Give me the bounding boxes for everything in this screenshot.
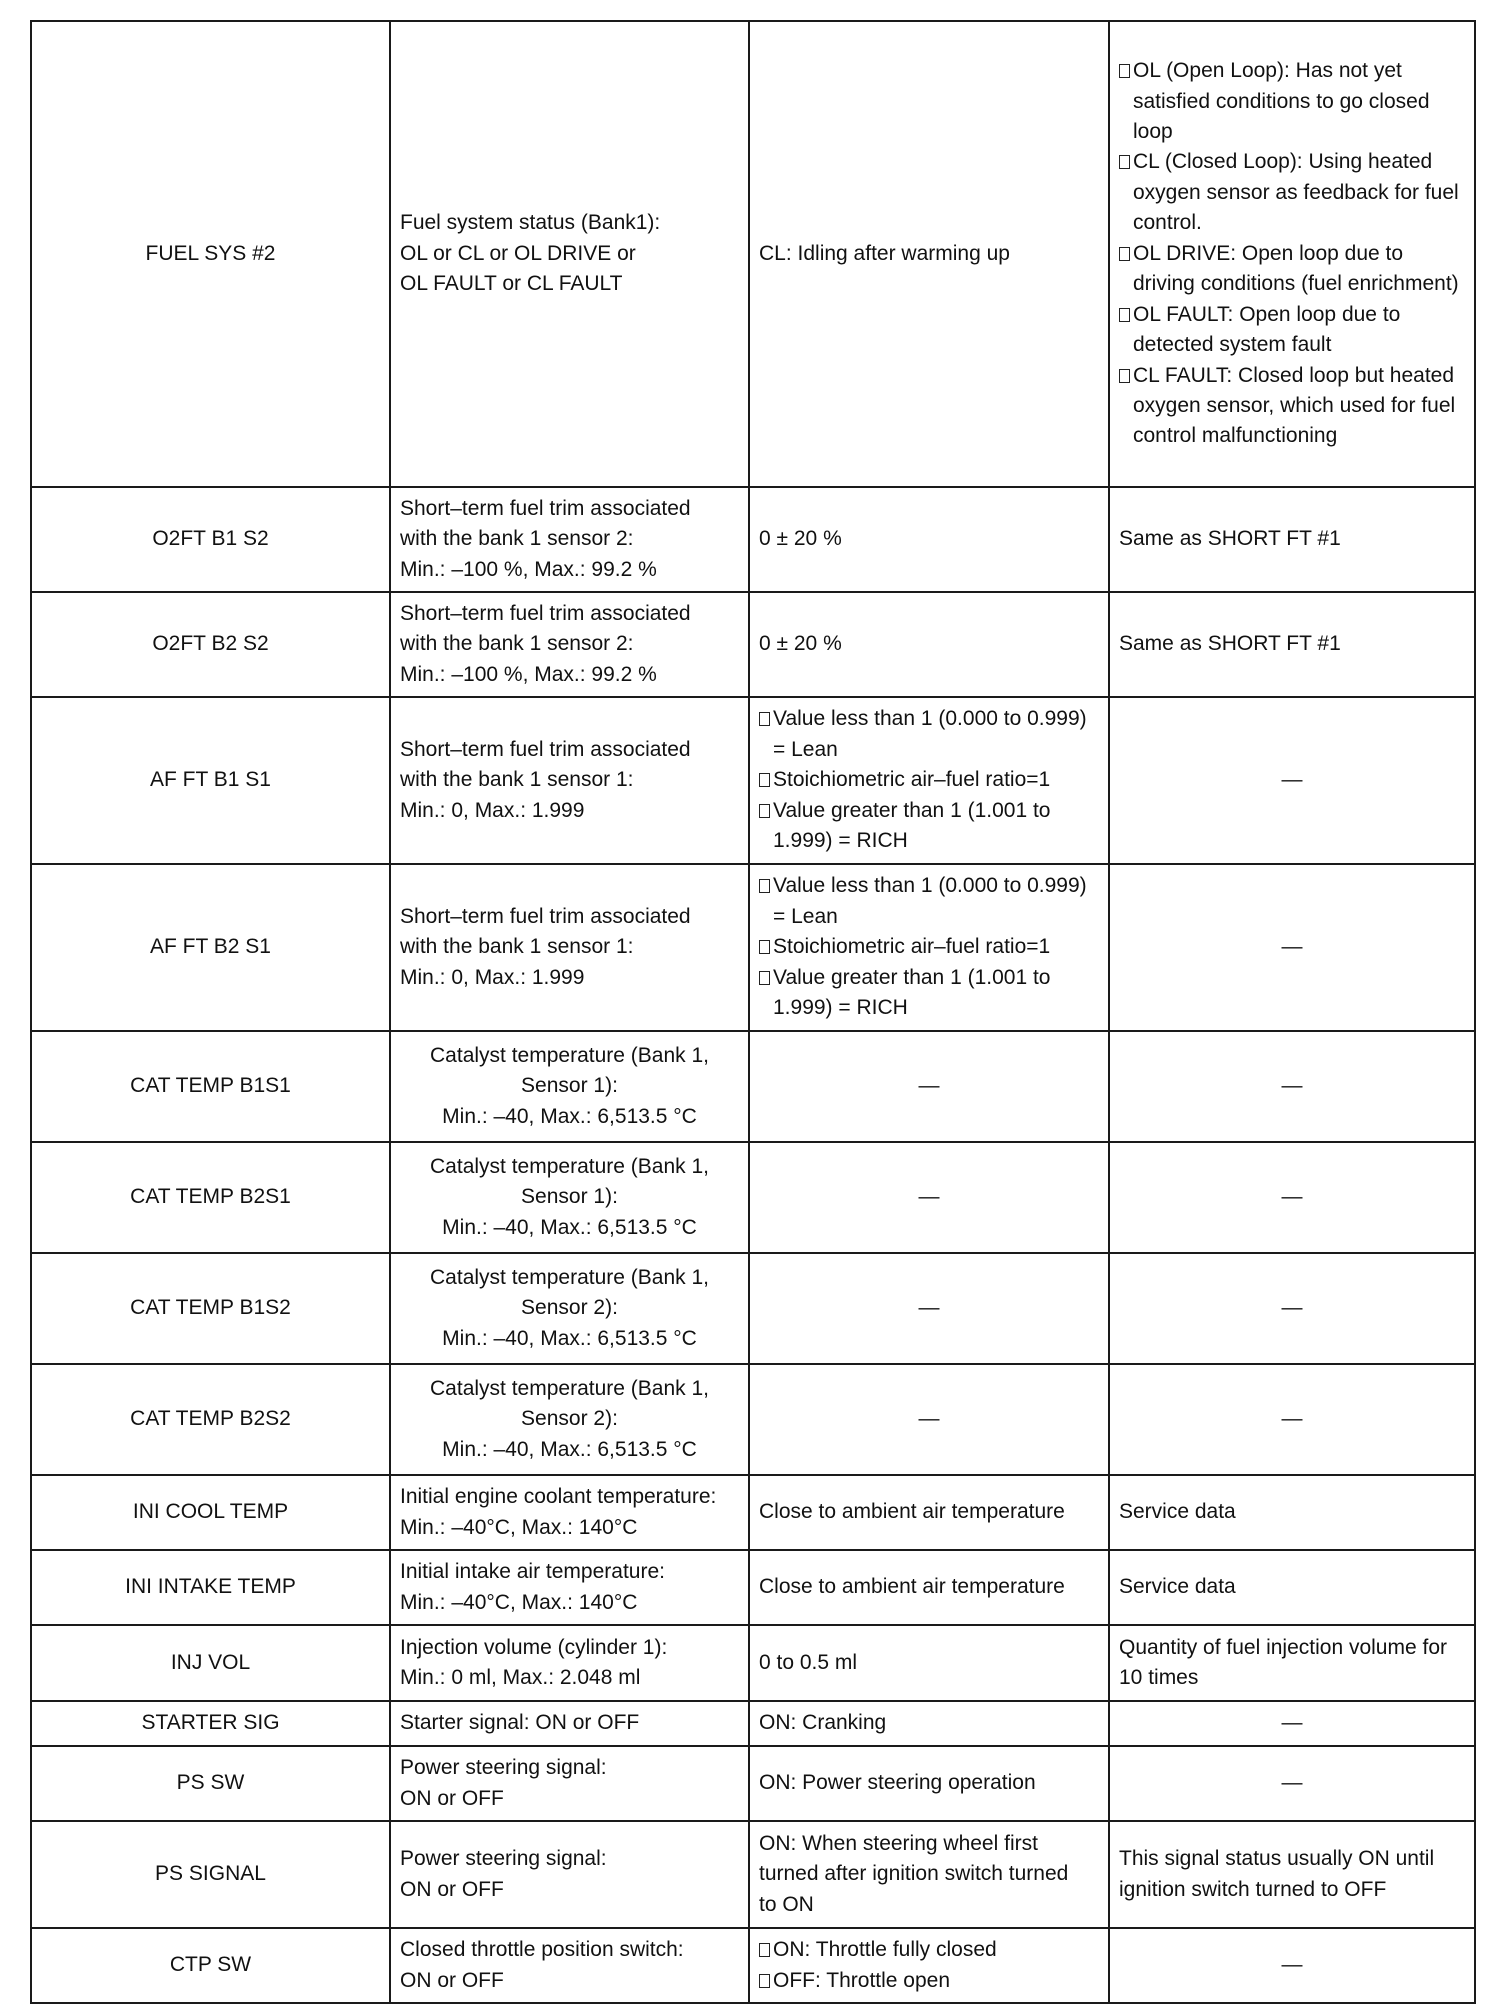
condition-cell: Initial intake air temperature: Min.: –40°C, Max.: 140°C <box>390 1550 749 1625</box>
condition-cell: Power steering signal: ON or OFF <box>390 1821 749 1928</box>
item-name-cell: INI COOL TEMP <box>31 1475 390 1550</box>
item-name-cell: CAT TEMP B2S1 <box>31 1142 390 1253</box>
item-name-cell: CTP SW <box>31 1928 390 2003</box>
normal-condition-cell: ON: Power steering operation <box>749 1746 1109 1821</box>
normal-condition-cell: ON: When steering wheel first turned after ignition switch turned to ON <box>749 1821 1109 1928</box>
item-name-cell: INI INTAKE TEMP <box>31 1550 390 1625</box>
table-row <box>31 1142 1475 1253</box>
table-row <box>31 21 1475 487</box>
item-name-cell: STARTER SIG <box>31 1701 390 1746</box>
notes-cell: Service data <box>1109 1550 1475 1625</box>
item-name-cell: AF FT B1 S1 <box>31 697 390 864</box>
normal-condition-cell <box>749 864 1109 1031</box>
table-row <box>31 1364 1475 1475</box>
bullet-item: OL (Open Loop): Has not yet satisfied conditions to go closed loop <box>1119 56 1465 147</box>
bullet-item: OL FAULT: Open loop due to detected system fault <box>1119 300 1465 361</box>
bullet-item: Value greater than 1 (1.001 to 1.999) = RICH <box>759 796 1099 857</box>
item-name-cell: PS SW <box>31 1746 390 1821</box>
item-name-cell: CAT TEMP B2S2 <box>31 1364 390 1475</box>
notes-cell <box>1109 21 1475 487</box>
normal-condition-cell: 0 ± 20 % <box>749 592 1109 697</box>
condition-cell: Starter signal: ON or OFF <box>390 1701 749 1746</box>
item-name-cell: CAT TEMP B1S1 <box>31 1031 390 1142</box>
item-name-cell: FUEL SYS #2 <box>31 21 390 487</box>
item-name-cell: CAT TEMP B1S2 <box>31 1253 390 1364</box>
bullet-item: Value less than 1 (0.000 to 0.999) = Lean <box>759 871 1099 932</box>
bullet-item: Stoichiometric air–fuel ratio=1 <box>759 932 1099 962</box>
normal-condition-cell: ON: Cranking <box>749 1701 1109 1746</box>
bullet-item: OFF: Throttle open <box>759 1966 1099 1996</box>
table-row <box>31 1625 1475 1701</box>
condition-cell: Closed throttle position switch: ON or OFF <box>390 1928 749 2003</box>
normal-condition-cell: — <box>749 1031 1109 1142</box>
normal-condition-cell: — <box>749 1364 1109 1475</box>
notes-cell: Same as SHORT FT #1 <box>1109 487 1475 592</box>
bullet-item: ON: Throttle fully closed <box>759 1935 1099 1965</box>
bullet-item: Value greater than 1 (1.001 to 1.999) = RICH <box>759 963 1099 1024</box>
notes-cell: — <box>1109 697 1475 864</box>
normal-condition-cell: — <box>749 1253 1109 1364</box>
table-row <box>31 1746 1475 1821</box>
item-name-cell: INJ VOL <box>31 1625 390 1701</box>
diagnostic-data-table <box>30 20 1476 2004</box>
bullet-item: Stoichiometric air–fuel ratio=1 <box>759 765 1099 795</box>
item-name-cell: O2FT B1 S2 <box>31 487 390 592</box>
notes-cell: Service data <box>1109 1475 1475 1550</box>
condition-cell: Fuel system status (Bank1): OL or CL or OL DRIVE or OL FAULT or CL FAULT <box>390 21 749 487</box>
normal-condition-cell: Close to ambient air temperature <box>749 1475 1109 1550</box>
condition-cell: Initial engine coolant temperature: Min.: –40°C, Max.: 140°C <box>390 1475 749 1550</box>
notes-cell: — <box>1109 1701 1475 1746</box>
table-row <box>31 487 1475 592</box>
table-row <box>31 1821 1475 1928</box>
normal-condition-cell <box>749 1928 1109 2003</box>
notes-cell: — <box>1109 1142 1475 1253</box>
table-row <box>31 1031 1475 1142</box>
normal-condition-cell: 0 ± 20 % <box>749 487 1109 592</box>
normal-condition-cell <box>749 697 1109 864</box>
bullet-item: CL (Closed Loop): Using heated oxygen sensor as feedback for fuel control. <box>1119 147 1465 238</box>
condition-cell: Short–term fuel trim associated with the bank 1 sensor 2: Min.: –100 %, Max.: 99.2 % <box>390 592 749 697</box>
table-row <box>31 697 1475 864</box>
table-row <box>31 1550 1475 1625</box>
table-row <box>31 1928 1475 2003</box>
condition-cell: Short–term fuel trim associated with the bank 1 sensor 2: Min.: –100 %, Max.: 99.2 % <box>390 487 749 592</box>
condition-cell: Catalyst temperature (Bank 1, Sensor 1): Min.: –40, Max.: 6,513.5 °C <box>390 1031 749 1142</box>
notes-cell: Same as SHORT FT #1 <box>1109 592 1475 697</box>
notes-cell: — <box>1109 1253 1475 1364</box>
condition-cell: Short–term fuel trim associated with the bank 1 sensor 1: Min.: 0, Max.: 1.999 <box>390 697 749 864</box>
table-row <box>31 1475 1475 1550</box>
condition-cell: Catalyst temperature (Bank 1, Sensor 1): Min.: –40, Max.: 6,513.5 °C <box>390 1142 749 1253</box>
table-row <box>31 864 1475 1031</box>
table-row <box>31 1701 1475 1746</box>
condition-cell: Power steering signal: ON or OFF <box>390 1746 749 1821</box>
condition-cell: Injection volume (cylinder 1): Min.: 0 ml, Max.: 2.048 ml <box>390 1625 749 1701</box>
condition-cell: Catalyst temperature (Bank 1, Sensor 2): Min.: –40, Max.: 6,513.5 °C <box>390 1364 749 1475</box>
table-row <box>31 592 1475 697</box>
notes-cell: — <box>1109 1031 1475 1142</box>
condition-cell: Catalyst temperature (Bank 1, Sensor 2): Min.: –40, Max.: 6,513.5 °C <box>390 1253 749 1364</box>
item-name-cell: PS SIGNAL <box>31 1821 390 1928</box>
item-name-cell: O2FT B2 S2 <box>31 592 390 697</box>
table-row <box>31 1253 1475 1364</box>
notes-cell: — <box>1109 864 1475 1031</box>
condition-cell: Short–term fuel trim associated with the bank 1 sensor 1: Min.: 0, Max.: 1.999 <box>390 864 749 1031</box>
normal-condition-cell: — <box>749 1142 1109 1253</box>
bullet-item: OL DRIVE: Open loop due to driving conditions (fuel enrichment) <box>1119 239 1465 300</box>
notes-cell: — <box>1109 1928 1475 2003</box>
normal-condition-cell: CL: Idling after warming up <box>749 21 1109 487</box>
item-name-cell: AF FT B2 S1 <box>31 864 390 1031</box>
notes-cell: — <box>1109 1746 1475 1821</box>
notes-cell: This signal status usually ON until ignition switch turned to OFF <box>1109 1821 1475 1928</box>
normal-condition-cell: 0 to 0.5 ml <box>749 1625 1109 1701</box>
normal-condition-cell: Close to ambient air temperature <box>749 1550 1109 1625</box>
notes-cell: — <box>1109 1364 1475 1475</box>
bullet-item: Value less than 1 (0.000 to 0.999) = Lean <box>759 704 1099 765</box>
bullet-item: CL FAULT: Closed loop but heated oxygen sensor, which used for fuel control malfunctioning <box>1119 361 1465 452</box>
notes-cell: Quantity of fuel injection volume for 10 times <box>1109 1625 1475 1701</box>
